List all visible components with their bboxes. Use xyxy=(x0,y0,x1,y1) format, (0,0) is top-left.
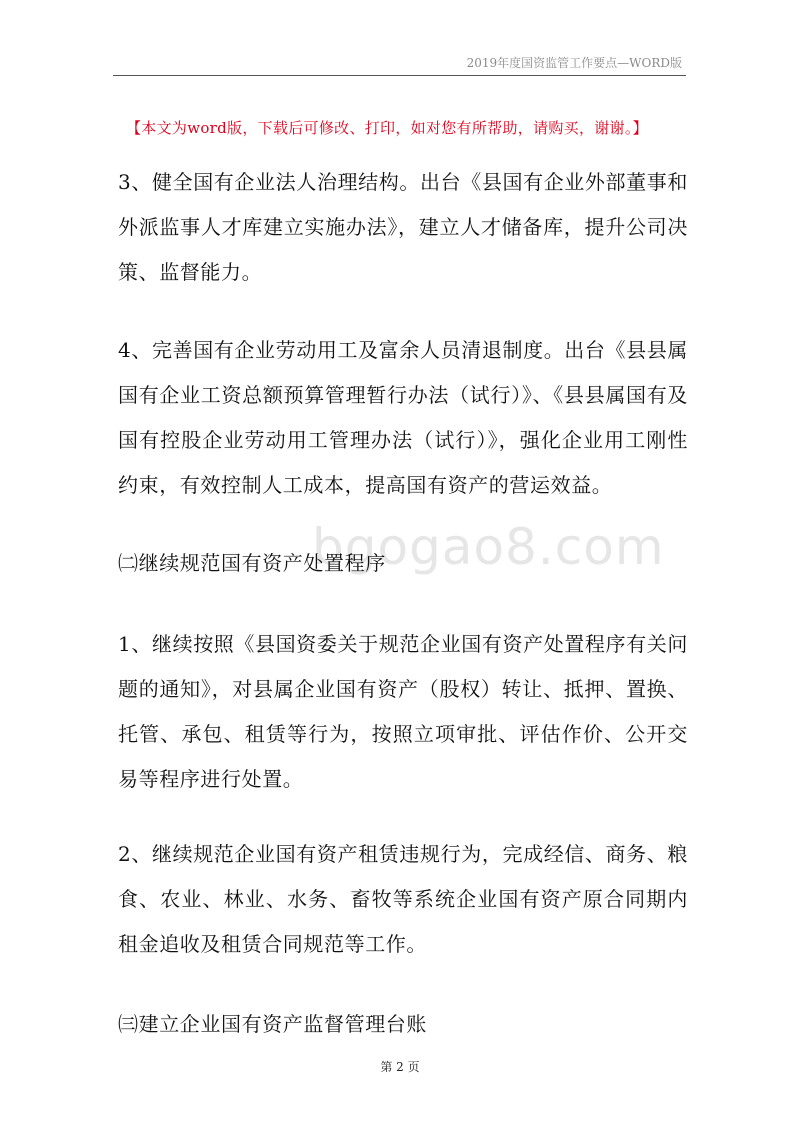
paragraph-3: 3、健全国有企业法人治理结构。出台《县国有企业外部董事和外派监事人才库建立实施办法》，建立人才储备库，提升公司决策、监督能力。 xyxy=(118,170,688,284)
section-heading-2: ㈡继续规范国有资产处置程序 xyxy=(118,551,386,575)
page-number: 第 2 页 xyxy=(380,1060,420,1074)
watermark: bgogao8.com xyxy=(312,518,665,576)
section-2-paragraph-2: 2、继续规范企业国有资产租赁违规行为，完成经信、商务、粮食、农业、林业、水务、畜牧等系统企业国有资产原合同期内租金追收及租赁合同规范等工作。 xyxy=(118,842,688,956)
section-heading-3: ㈢建立企业国有资产监督管理台账 xyxy=(118,1012,427,1036)
header-divider xyxy=(113,75,686,76)
section-2-paragraph-1: 1、继续按照《县国资委关于规范企业国有资产处置程序有关问题的通知》，对县属企业国有资产（股权）转让、抵押、置换、托管、承包、租赁等行为，按照立项审批、评估作价、公开交易等程序进行处置。 xyxy=(118,632,688,791)
purchase-notice: 【本文为word版，下载后可修改、打印，如对您有所帮助，请购买，谢谢。】 xyxy=(126,119,648,137)
paragraph-4: 4、完善国有企业劳动用工及富余人员清退制度。出台《县县属国有企业工资总额预算管理暂行办法（试行）》、《县县属国有及国有控股企业劳动用工管理办法（试行）》，强化企业用工刚性约束，有效控制人工成本，提高国有资产的营运效益。 xyxy=(118,338,688,497)
page-header-title: 2019年度国资监管工作要点—WORD版 xyxy=(466,56,682,70)
